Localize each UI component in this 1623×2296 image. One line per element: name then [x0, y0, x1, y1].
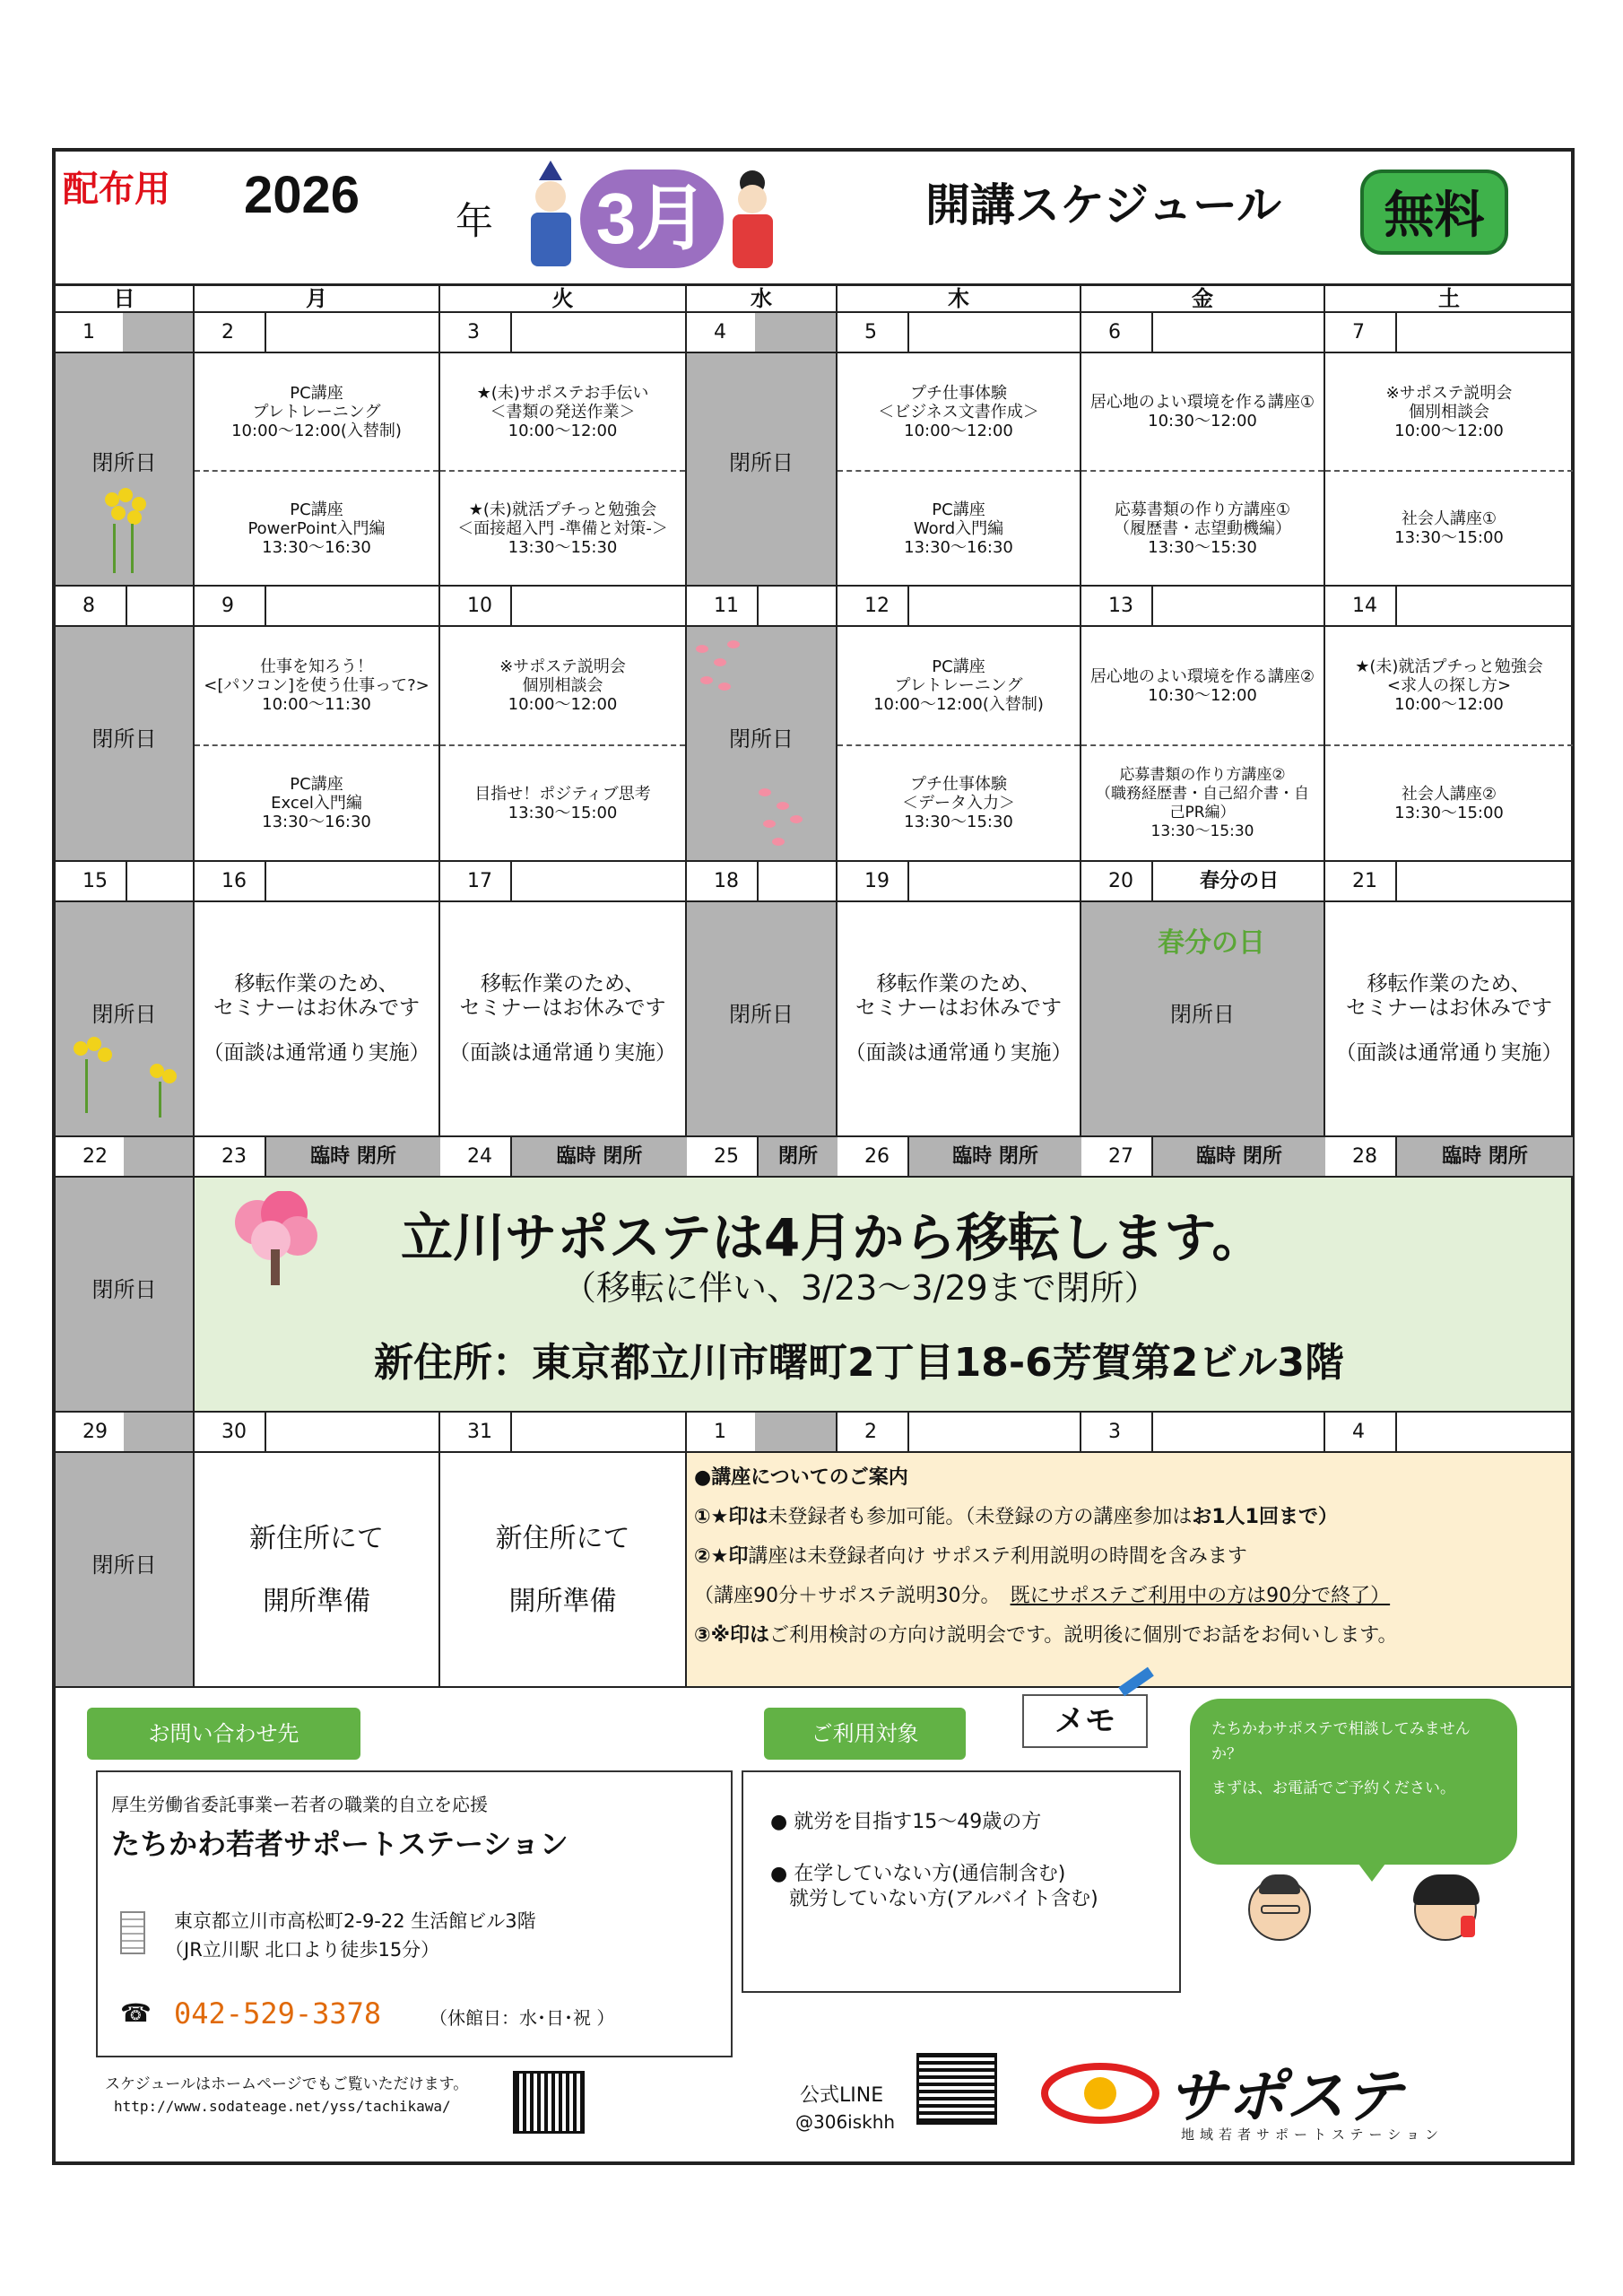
session-text: 社会人講座② [1401, 784, 1497, 804]
notice-cell [838, 902, 1081, 1137]
footer-url[interactable]: http://www.sodateage.net/yss/tachikawa/ [114, 2098, 451, 2115]
date-cell: 2 [838, 1413, 1081, 1453]
date-cell: 1 [687, 1413, 838, 1453]
session-cell [838, 353, 1081, 587]
date-cell: 14 [1325, 587, 1573, 627]
session-text: 13:30〜15:30 [508, 537, 618, 557]
closed-day-cell [687, 353, 838, 587]
date-cell: 28 臨時 閉所 [1325, 1137, 1573, 1178]
footer-hp-text: スケジュールはホームページでもご覧いただけます。 [105, 2075, 469, 2093]
closed-label: 閉所日 [91, 450, 157, 475]
session-text: 10:00〜12:00 [508, 421, 618, 440]
session-text: プレトレーニング [252, 402, 381, 422]
session-text: プチ仕事体験 [910, 383, 1007, 403]
closed-day-cell [56, 902, 195, 1137]
date-cell: 4 [687, 313, 838, 353]
notice-cell [195, 902, 440, 1137]
temp-closed-label: 臨時 閉所 [510, 1137, 687, 1176]
session-text: 13:30〜15:30 [904, 813, 1013, 831]
contact-box [96, 1770, 733, 2057]
session-cell [195, 627, 440, 862]
date-cell: 7 [1325, 313, 1573, 353]
date-cell: 26 臨時 閉所 [838, 1137, 1081, 1178]
cherry-tree-icon [230, 1191, 320, 1290]
date-cell: 3 [440, 313, 687, 353]
date-cell: 20 春分の日 [1081, 862, 1325, 902]
session-text: 13:30〜15:00 [1394, 803, 1504, 822]
target-item: ● 在学していない方(通信制含む) 就労していない方(アルバイト含む) [770, 1863, 1098, 1910]
banner-subline: （移転に伴い、3/23〜3/29まで閉所） [562, 1268, 1159, 1308]
closed-day-cell [687, 902, 838, 1137]
date-cell: 9 [195, 587, 440, 627]
closed-label: 閉所日 [729, 450, 794, 475]
date-cell: 10 [440, 587, 687, 627]
contact-phone[interactable]: 042-529-3378 [174, 1996, 382, 2031]
session-cell [440, 627, 687, 862]
year-suffix: 年 [456, 199, 494, 243]
rapeseed-flower-icon [69, 1037, 186, 1126]
logo-subtext: 地域若者サポートステーション [1181, 2126, 1444, 2143]
notice-text: 移転作業のため、 [1367, 972, 1532, 996]
closed-day-cell [56, 1178, 195, 1413]
closed-day-cell [56, 353, 195, 587]
session-text: 個別相談会 [522, 676, 603, 695]
prep-text: 新住所にて [495, 1523, 630, 1554]
schedule-header [56, 152, 1571, 286]
prep-text: 新住所にて [249, 1523, 384, 1554]
info-line-4: ③※印はご利用検討の方向け説明会です。説明後に個別でお話をお伺いします。 [694, 1624, 1398, 1647]
prep-cell [195, 1453, 440, 1688]
session-text: ★(未)就活プチっと勉強会 [1355, 657, 1543, 676]
line-qr-icon [916, 2053, 997, 2125]
session-text: ※サポステ説明会 [1385, 383, 1513, 403]
contact-closed-days: （休館日：水･日･祝 ） [430, 2007, 615, 2029]
session-text: （履歴書・志望動機編） [1114, 518, 1291, 538]
date-cell: 1 [56, 313, 195, 353]
session-text: ★(未)サポステお手伝い [476, 383, 649, 403]
session-text: 13:30〜15:00 [1394, 528, 1504, 547]
schedule-frame [52, 148, 1575, 2165]
phone-icon: ☎ [120, 1998, 152, 2028]
session-cell [195, 353, 440, 587]
closed-label: 閉所日 [1170, 1002, 1235, 1027]
contact-access: （JR立川駅 北口より徒歩15分） [165, 1939, 440, 1961]
session-cell [1081, 353, 1325, 587]
closed-label: 閉所日 [91, 726, 157, 752]
weekday-wed: 水 [687, 286, 838, 313]
date-cell: 24 臨時 閉所 [440, 1137, 687, 1178]
weekday-fri: 金 [1081, 286, 1325, 313]
session-text: 10:00〜12:00 [508, 695, 618, 714]
contact-address: 東京都立川市高松町2-9-22 生活館ビル3階 [174, 1910, 536, 1932]
weekday-tue: 火 [440, 286, 687, 313]
relocation-banner [195, 1178, 1573, 1413]
closed-day-cell [1081, 902, 1325, 1137]
session-text: 応募書類の作り方講座① [1114, 500, 1291, 519]
woman-on-phone-icon [1414, 1878, 1477, 1941]
session-text: <[パソコン]を使う仕事って?> [204, 676, 430, 695]
session-cell [838, 627, 1081, 862]
date-cell: 2 [195, 313, 440, 353]
session-text: 13:30〜16:30 [904, 537, 1013, 557]
info-line-2: ②★印講座は未登録者向け サポステ利用説明の時間を含みます [694, 1545, 1247, 1568]
contact-tab: お問い合わせ先 [87, 1708, 360, 1760]
session-text: PC講座 [290, 775, 343, 794]
notice-text: セミナーはお休みです [459, 996, 666, 1020]
notice-cell [1325, 902, 1573, 1137]
free-badge: 無料 [1360, 170, 1508, 255]
session-text: プレトレーニング [894, 676, 1023, 695]
session-cell [440, 353, 687, 587]
line-label: 公式LINE [800, 2084, 884, 2107]
notice-text: （面談は通常通り実施） [845, 1041, 1072, 1065]
year: 2026 [244, 166, 360, 224]
notice-text: 移転作業のため、 [480, 972, 646, 996]
session-text: 10:00〜12:00 [904, 421, 1013, 440]
closed-label: 閉所日 [729, 1002, 794, 1027]
session-cell [1081, 627, 1325, 862]
temp-closed-label: 臨時 閉所 [265, 1137, 440, 1176]
session-text: 10:00〜12:00 [1394, 695, 1504, 714]
date-cell: 31 [440, 1413, 687, 1453]
date-cell: 6 [1081, 313, 1325, 353]
date-cell: 12 [838, 587, 1081, 627]
petals-icon [687, 627, 838, 862]
session-text: 目指せ！ポジティブ思考 [474, 784, 651, 804]
date-cell: 8 [56, 587, 195, 627]
man-with-glasses-icon [1248, 1878, 1311, 1941]
date-cell: 25 閉所 [687, 1137, 838, 1178]
rapeseed-flower-icon [100, 488, 154, 578]
qr-code-icon [513, 2071, 585, 2134]
closed-label: 閉所日 [91, 1277, 157, 1302]
session-text: プチ仕事体験 [910, 775, 1007, 794]
session-text: 13:30〜15:30 [1148, 537, 1257, 557]
date-cell: 23 臨時 閉所 [195, 1137, 440, 1178]
contact-name: たちかわ若者サポートステーション [111, 1827, 568, 1861]
session-text: <求人の探し方> [1386, 676, 1512, 695]
bubble-tail [1356, 1860, 1388, 1882]
banner-address: 新住所：東京都立川市曙町2丁目18-6芳賀第2ビル3階 [374, 1340, 1344, 1386]
date-cell: 18 [687, 862, 838, 902]
closed-label: 閉所日 [729, 726, 794, 752]
notice-text: （面談は通常通り実施） [449, 1041, 676, 1065]
date-cell: 13 [1081, 587, 1325, 627]
session-text: 13:30〜15:00 [508, 803, 618, 822]
info-title: ●講座についてのご案内 [694, 1466, 908, 1489]
date-cell: 4 [1325, 1413, 1573, 1453]
date-cell: 16 [195, 862, 440, 902]
closed-day-cell [687, 627, 838, 862]
prep-cell [440, 1453, 687, 1688]
session-text: Word入門編 [913, 518, 1004, 538]
date-cell: 17 [440, 862, 687, 902]
session-text: 10:30〜12:00 [1148, 412, 1257, 430]
session-text: 10:00〜12:00 [1394, 421, 1504, 440]
session-text: 応募書類の作り方講座② [1119, 765, 1286, 784]
session-cell [1325, 353, 1573, 587]
session-text: PC講座 [932, 657, 985, 676]
closed-day-cell [56, 627, 195, 862]
notice-text: セミナーはお休みです [1346, 996, 1552, 1020]
date-cell: 5 [838, 313, 1081, 353]
session-text: PC講座 [290, 500, 343, 519]
session-text: 居心地のよい環境を作る講座② [1089, 666, 1315, 686]
closed-label: 閉所日 [91, 1552, 157, 1578]
target-tab: ご利用対象 [764, 1708, 966, 1760]
date-cell: 3 [1081, 1413, 1325, 1453]
info-line-3: （講座90分＋サポステ説明30分。 既にサポステご利用中の方は90分で終了） [694, 1585, 1391, 1607]
session-text: ※サポステ説明会 [499, 657, 626, 676]
memo-sticker: メモ [1022, 1694, 1148, 1748]
date-cell: 22 [56, 1137, 195, 1178]
temp-closed-label: 臨時 閉所 [1395, 1137, 1573, 1176]
target-item: ● 就労を目指す15〜49歳の方 [770, 1811, 1042, 1833]
holiday-label: 春分の日 [1151, 862, 1325, 900]
session-text: 社会人講座① [1401, 509, 1497, 528]
weekday-thu: 木 [838, 286, 1081, 313]
banner-headline: 立川サポステは4月から移転します。 [401, 1207, 1264, 1268]
doll-left-icon [526, 161, 576, 273]
notice-text: （面談は通常通り実施） [203, 1041, 430, 1065]
page-title: 開講スケジュール [925, 179, 1281, 231]
session-text: 10:30〜12:00 [1148, 685, 1257, 705]
contact-subtitle: 厚生労働省委託事業ー若者の職業的自立を応援 [111, 1794, 488, 1815]
doll-right-icon [728, 165, 777, 273]
building-icon [120, 1911, 145, 1954]
session-cell [1325, 627, 1573, 862]
session-text: ＜書類の発送作業＞ [490, 402, 636, 422]
holiday-badge: 春分の日 [1158, 927, 1265, 959]
notice-text: セミナーはお休みです [855, 996, 1062, 1020]
target-box [742, 1770, 1181, 1993]
session-text: 個別相談会 [1409, 402, 1489, 422]
notice-text: セミナーはお休みです [213, 996, 420, 1020]
session-text: ＜ビジネス文書作成＞ [878, 402, 1039, 422]
session-text: PC講座 [932, 500, 985, 519]
saposute-logo-icon [1037, 2053, 1163, 2134]
weekday-sun: 日 [56, 286, 195, 313]
session-text: 仕事を知ろう！ [260, 657, 373, 676]
session-text: Excel入門編 [271, 794, 362, 813]
session-text: ＜データ入力＞ [902, 794, 1015, 813]
session-text: PC講座 [290, 383, 343, 403]
closed-short-label: 閉所 [757, 1137, 838, 1176]
prep-text: 開所準備 [508, 1586, 617, 1617]
weekday-sat: 土 [1325, 286, 1573, 313]
session-text: 10:00〜12:00(入替制) [231, 421, 402, 440]
speech-bubble: たちかわサポステで相談してみません か？ まずは、お電話でご予約ください。 [1190, 1699, 1517, 1865]
session-text: 13:30〜16:30 [262, 537, 371, 557]
session-text: ★(未)就活プチっと勉強会 [468, 500, 657, 519]
session-text: 居心地のよい環境を作る講座① [1089, 393, 1315, 412]
session-text: 10:00〜11:30 [262, 695, 371, 714]
date-cell: 30 [195, 1413, 440, 1453]
closed-label: 閉所日 [91, 1002, 157, 1027]
date-cell: 19 [838, 862, 1081, 902]
date-cell: 27 臨時 閉所 [1081, 1137, 1325, 1178]
course-info-box [687, 1453, 1573, 1688]
info-line-1: ①★印は未登録者も参加可能。（未登録の方の講座参加はお1人1回まで） [694, 1506, 1338, 1528]
session-text: 13:30〜16:30 [262, 813, 371, 831]
logo-text: サポステ [1167, 2062, 1403, 2131]
session-text: 己PR編） [1169, 803, 1236, 822]
weekday-mon: 月 [195, 286, 440, 313]
closed-day-cell [56, 1453, 195, 1688]
prep-text: 開所準備 [263, 1586, 370, 1617]
temp-closed-label: 臨時 閉所 [907, 1137, 1081, 1176]
notice-cell [440, 902, 687, 1137]
temp-closed-label: 臨時 閉所 [1151, 1137, 1325, 1176]
notice-text: （面談は通常通り実施） [1335, 1041, 1563, 1065]
session-text: 10:00〜12:00(入替制) [873, 695, 1044, 714]
notice-text: 移転作業のため、 [234, 972, 399, 996]
date-cell: 15 [56, 862, 195, 902]
session-text: PowerPoint入門編 [247, 518, 386, 538]
session-text: （職務経歴書・自己紹介書・自 [1096, 784, 1309, 803]
distribution-label: 配布用 [63, 169, 170, 210]
date-cell: 11 [687, 587, 838, 627]
month-badge: 3月 [580, 170, 724, 268]
date-cell: 21 [1325, 862, 1573, 902]
line-id: @306iskhh [795, 2111, 896, 2133]
date-cell: 29 [56, 1413, 195, 1453]
session-text: 13:30〜15:30 [1150, 822, 1254, 840]
session-text: ＜面接超入門 -準備と対策-＞ [457, 518, 668, 538]
notice-text: 移転作業のため、 [876, 972, 1041, 996]
